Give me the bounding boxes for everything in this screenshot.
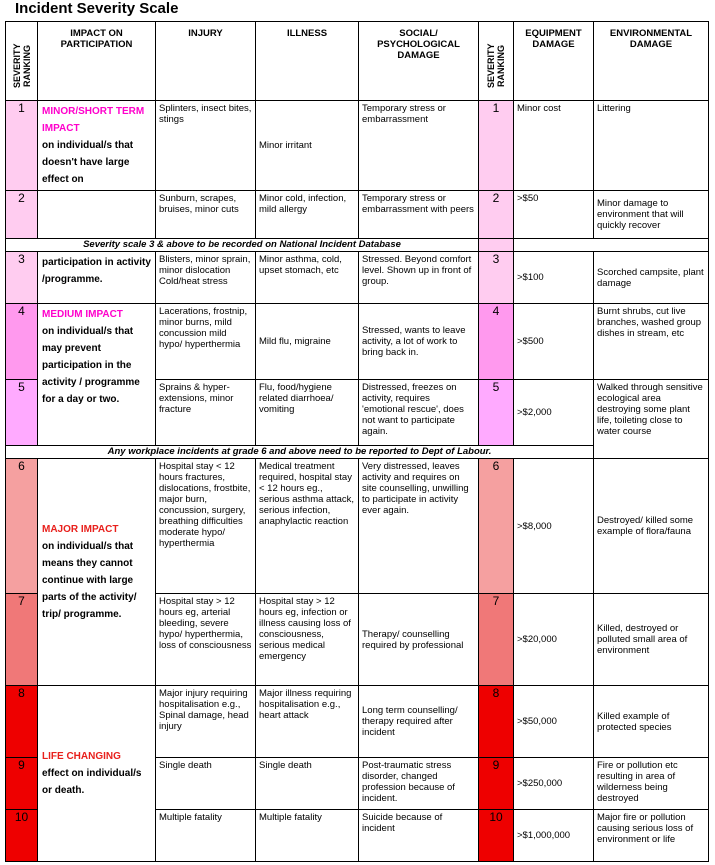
environment-cell: Fire or pollution etc resulting in area of wilderness being destroyed — [594, 758, 709, 810]
equipment-cell: >$2,000 — [514, 380, 594, 446]
header-injury: INJURY — [156, 22, 256, 101]
injury-cell: Hospital stay < 12 hours fractures, dislocations, frostbite, major burn, concussion, surgery, breathing difficulties moderate hypo/ hyperthermia — [156, 459, 256, 594]
header-equipment: EQUIPMENT DAMAGE — [514, 22, 594, 101]
page-title: Incident Severity Scale — [15, 0, 179, 17]
header-social: SOCIAL/ PSYCHOLOGICAL DAMAGE — [359, 22, 479, 101]
illness-cell: Minor irritant — [256, 101, 359, 191]
rank-cell-2: 3 — [479, 252, 514, 304]
life-changing-heading: LIFE CHANGING — [42, 751, 121, 762]
equipment-cell: >$8,000 — [514, 459, 594, 594]
environment-cell: Killed, destroyed or polluted small area of environment — [594, 594, 709, 686]
rank-cell: 7 — [6, 594, 38, 686]
illness-cell: Multiple fatality — [256, 810, 359, 862]
database-note: Severity scale 3 & above to be recorded on National Incident Database — [6, 239, 479, 252]
illness-cell: Mild flu, migraine — [256, 304, 359, 380]
rank-cell-2: 4 — [479, 304, 514, 380]
injury-cell: Sprains & hyper-extensions, minor fracture — [156, 380, 256, 446]
rank-cell-2: 7 — [479, 594, 514, 686]
rank-cell: 9 — [6, 758, 38, 810]
illness-cell: Hospital stay > 12 hours eg, infection or illness causing loss of consciousness, serious medical emergency — [256, 594, 359, 686]
impact-cell — [38, 459, 156, 686]
rank-cell: 2 — [6, 191, 38, 239]
injury-cell: Single death — [156, 758, 256, 810]
equipment-cell: Minor cost — [514, 101, 594, 191]
impact-cell: participation in activity /programme. — [38, 252, 156, 304]
rank-cell-2: 9 — [479, 758, 514, 810]
social-cell: Post-traumatic stress disorder, changed profession because of incident. — [359, 758, 479, 810]
major-impact-text: on individual/s that means they cannot continue with large parts of the activity/ trip/ programme. — [42, 541, 137, 620]
impact-cell — [38, 686, 156, 862]
impact-cell — [38, 304, 156, 446]
environment-cell: Major fire or pollution causing serious loss of environment or life — [594, 810, 709, 862]
header-row — [6, 22, 709, 101]
minor-impact-text: on individual/s that doesn't have large effect on — [42, 140, 134, 185]
medium-impact-heading: MEDIUM IMPACT — [42, 309, 123, 320]
life-changing-text: effect on individual/s or death. — [42, 768, 142, 796]
table-row — [6, 101, 709, 191]
social-cell: Distressed, freezes on activity, requires 'emotional rescue', does not want to participate again. — [359, 380, 479, 446]
header-severity-2: SEVERITY RANKING — [479, 22, 514, 101]
social-cell: Very distressed, leaves activity and requires on site counselling, unwilling to participate in activity ever again. — [359, 459, 479, 594]
social-cell: Long term counselling/ therapy required after incident — [359, 686, 479, 758]
header-severity: SEVERITY RANKING — [6, 22, 38, 101]
environment-cell: Burnt shrubs, cut live branches, washed group dishes in stream, etc — [594, 304, 709, 380]
rank-cell: 5 — [6, 380, 38, 446]
rank-cell: 8 — [6, 686, 38, 758]
environment-cell: Minor damage to environment that will quickly recover — [594, 191, 709, 239]
injury-cell: Sunburn, scrapes, bruises, minor cuts — [156, 191, 256, 239]
rank-cell: 3 — [6, 252, 38, 304]
equipment-cell: >$50 — [514, 191, 594, 239]
injury-cell: Hospital stay > 12 hours eg, arterial bleeding, severe hypo/ hyperthermia, loss of consciousness — [156, 594, 256, 686]
injury-cell: Major injury requiring hospitalisation e.g., Spinal damage, head injury — [156, 686, 256, 758]
note-row — [6, 239, 709, 252]
social-cell: Therapy/ counselling required by professional — [359, 594, 479, 686]
environment-cell: Scorched campsite, plant damage — [594, 252, 709, 304]
illness-cell: Medical treatment required, hospital stay < 12 hours eg., serious asthma attack, serious infection, anaphylactic reaction — [256, 459, 359, 594]
social-cell: Temporary stress or embarrassment — [359, 101, 479, 191]
equipment-cell: >$50,000 — [514, 686, 594, 758]
rank-cell: 10 — [6, 810, 38, 862]
header-environment: ENVIRONMENTAL DAMAGE — [594, 22, 709, 101]
environment-cell: Walked through sensitive ecological area destroying some plant life, toileting close to water course — [594, 380, 709, 459]
social-cell: Stressed. Beyond comfort level. Shown up in front of group. — [359, 252, 479, 304]
rank-cell-2: 1 — [479, 101, 514, 191]
major-impact-heading: MAJOR IMPACT — [42, 524, 119, 535]
header-illness: ILLNESS — [256, 22, 359, 101]
table-row — [6, 459, 709, 594]
severity-table — [5, 21, 709, 862]
rank-cell: 6 — [6, 459, 38, 594]
labour-note: Any workplace incidents at grade 6 and above need to be reported to Dept of Labour. — [6, 446, 594, 459]
environment-cell: Destroyed/ killed some example of flora/fauna — [594, 459, 709, 594]
rank-cell-2: 2 — [479, 191, 514, 239]
table-row — [6, 304, 709, 380]
illness-cell: Minor cold, infection, mild allergy — [256, 191, 359, 239]
minor-impact-heading: MINOR/SHORT TERM IMPACT — [42, 106, 145, 134]
header-impact: IMPACT ON PARTICIPATION — [38, 22, 156, 101]
illness-cell: Flu, food/hygiene related diarrhoea/ vomiting — [256, 380, 359, 446]
illness-cell: Minor asthma, cold, upset stomach, etc — [256, 252, 359, 304]
injury-cell: Blisters, minor sprain, minor dislocation Cold/heat stress — [156, 252, 256, 304]
social-cell: Suicide because of incident — [359, 810, 479, 862]
injury-cell: Splinters, insect bites, stings — [156, 101, 256, 191]
rank-cell: 1 — [6, 101, 38, 191]
table-row — [6, 252, 709, 304]
environment-cell: Killed example of protected species — [594, 686, 709, 758]
social-cell: Stressed, wants to leave activity, a lot of work to bring back in. — [359, 304, 479, 380]
rank-cell: 4 — [6, 304, 38, 380]
table-row — [6, 191, 709, 239]
table-row — [6, 686, 709, 758]
equipment-cell: >$500 — [514, 304, 594, 380]
equipment-cell: >$1,000,000 — [514, 810, 594, 862]
rank-cell-2: 6 — [479, 459, 514, 594]
medium-impact-text: on individual/s that may prevent participation in the activity / programme for a day or two. — [42, 326, 140, 405]
rank-cell-2: 8 — [479, 686, 514, 758]
injury-cell: Multiple fatality — [156, 810, 256, 862]
injury-cell: Lacerations, frostnip, minor burns, mild concussion mild hypo/ hyperthermia — [156, 304, 256, 380]
rank-cell-2: 5 — [479, 380, 514, 446]
equipment-cell: >$250,000 — [514, 758, 594, 810]
rank-cell-2: 10 — [479, 810, 514, 862]
environment-cell: Littering — [594, 101, 709, 191]
impact-cell — [38, 101, 156, 191]
impact-cell — [38, 191, 156, 239]
equipment-cell: >$20,000 — [514, 594, 594, 686]
illness-cell: Major illness requiring hospitalisation e.g., heart attack — [256, 686, 359, 758]
illness-cell: Single death — [256, 758, 359, 810]
social-cell: Temporary stress or embarrassment with peers — [359, 191, 479, 239]
equipment-cell: >$100 — [514, 252, 594, 304]
